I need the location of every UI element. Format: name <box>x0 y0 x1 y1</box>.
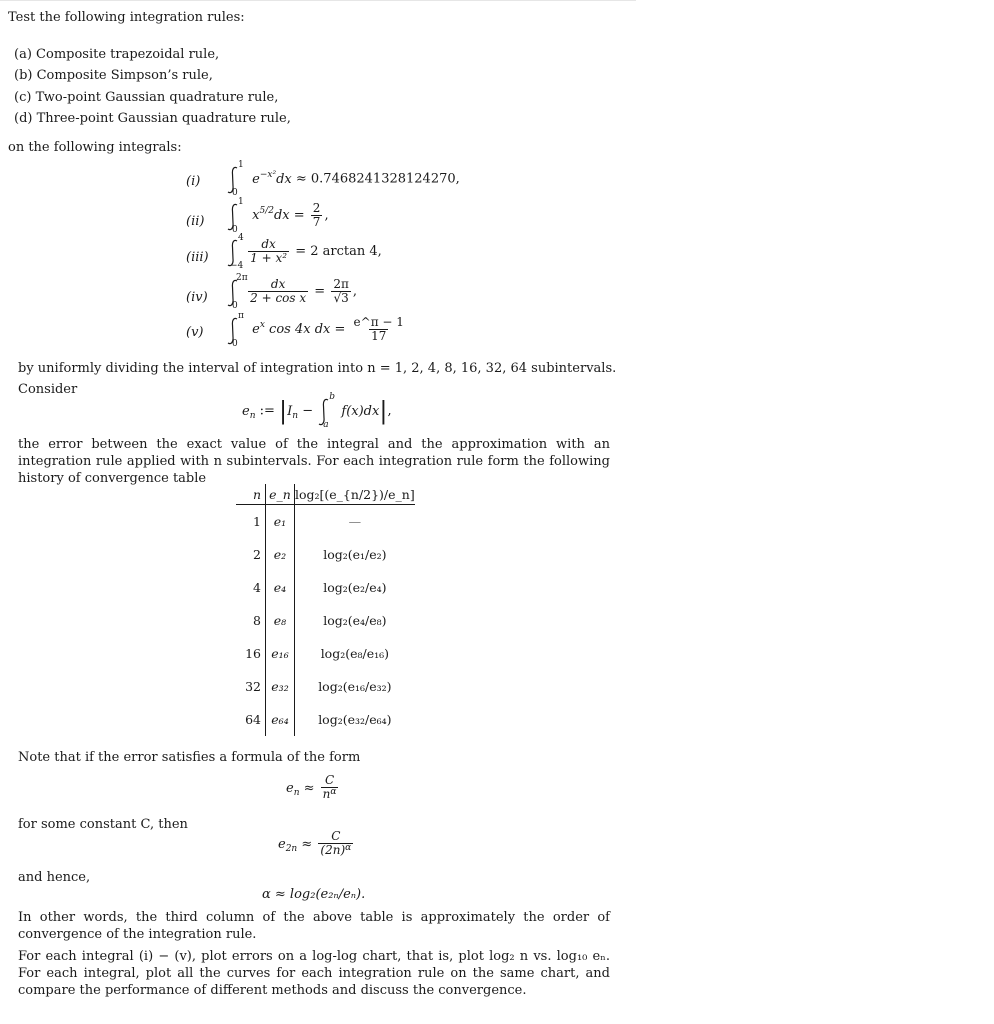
integrand: $x^{5/2}dx$ = <box>252 206 305 223</box>
integral-result: ≈ 0.7468241328124270, <box>295 171 460 187</box>
integral-sign-icon <box>226 232 244 271</box>
cell-e: e₂ <box>266 538 295 571</box>
upper-limit: 1 <box>238 160 244 170</box>
integral-i <box>226 160 460 200</box>
integral-v <box>226 310 408 349</box>
rule-text: Composite trapezoidal rule, <box>36 47 220 62</box>
upper-limit: 1 <box>238 196 244 207</box>
lower-limit: 0 <box>232 224 238 235</box>
integral-ii: 1 0 $x^{5/2}dx$ = $\frac{2}{7}$ , <box>226 202 329 229</box>
column-header: n <box>236 484 266 505</box>
lower-limit: −4 <box>230 260 244 271</box>
cell-n: 2 <box>236 538 266 571</box>
result-fraction: $\frac{2\pi}{√3}$ <box>333 277 349 305</box>
column-header: log₂[(e_{n/2})/e_n] <box>295 484 415 505</box>
table-row <box>236 670 415 703</box>
note-text: Note that if the error satisfies a formula of the form <box>18 750 361 765</box>
cell-log: log₂(e₃₂/e₆₄) <box>318 712 392 727</box>
table-header-row <box>236 484 415 505</box>
table-row <box>236 505 415 539</box>
integral-tag-v: (v) <box>186 325 204 340</box>
for-some-text: for some constant C, then <box>18 817 188 832</box>
error-definition-formula: $e_n$ := $|I_n$ − b a f(x)dx|, <box>242 392 392 430</box>
for-each-paragraph: For each integral (i) − (v), plot errors on a log-log chart, that is, plot log₂ n vs. log₁₀ eₙ. For each integral, plot all the curves for each integration rule on the same chart, and compare the performance of different methods and discuss the convergence. <box>18 949 610 998</box>
cell-log: — <box>348 514 362 529</box>
error-model-formula: $e_n$ ≈ $\frac{C}{n^\alpha}$ <box>286 773 337 801</box>
other-words-paragraph: In other words, the third column of the above table is approximately the order of convergence of the integration rule. <box>18 910 610 942</box>
cell-e: e₈ <box>266 604 295 637</box>
integral-result: = 2 arctan 4, <box>295 244 382 259</box>
result-fraction: $\frac{2}{7}$ <box>312 201 321 229</box>
cell-n: 64 <box>236 703 266 736</box>
rule-item-d <box>14 111 291 126</box>
cell-n: 1 <box>236 505 266 539</box>
result-fraction: $\frac{e\^{}\pi - 1}{17}$ <box>353 315 404 343</box>
rule-item-c <box>14 90 278 105</box>
integral-tag-iii: (iii) <box>186 250 209 265</box>
integrand: $e^x$ cos 4x dx = <box>252 320 346 337</box>
table-row <box>236 703 415 736</box>
integral-sign-icon <box>226 196 244 235</box>
and-hence-text: and hence, <box>18 870 91 885</box>
cell-e: e₃₂ <box>266 670 295 703</box>
cell-n: 16 <box>236 637 266 670</box>
lower-limit: 0 <box>232 300 238 311</box>
integral-sign-icon <box>226 160 244 198</box>
consider-text: Consider <box>18 382 78 397</box>
cell-n: 4 <box>236 571 266 604</box>
rule-text: Three-point Gaussian quadrature rule, <box>36 111 291 126</box>
integral-sign-icon <box>226 272 248 311</box>
rule-text: Composite Simpson’s rule, <box>36 68 213 83</box>
error-paragraph: the error between the exact value of the integral and the approximation with an integration rule applied with n subintervals. For each integration rule form the following history of convergence table <box>18 437 610 486</box>
on-integrals-text: on the following integrals: <box>8 140 182 155</box>
cell-log: log₂(e₂/e₄) <box>323 580 387 595</box>
table-row <box>236 538 415 571</box>
integrand-fraction: $\frac{dx}{\text{1 + x²}}$ <box>250 237 288 265</box>
cell-e: e₆₄ <box>266 703 295 736</box>
lower-limit: 0 <box>232 188 238 198</box>
convergence-table <box>236 484 415 736</box>
error-doubled-formula: $e_{2n}$ ≈ $\frac{C}{(2n)^\alpha}$ <box>278 829 352 857</box>
cell-n: 8 <box>236 604 266 637</box>
table-row <box>236 637 415 670</box>
upper-limit: 2π <box>236 272 248 283</box>
integrand: $e^{-x^2}dx$ <box>252 169 292 187</box>
integral-sign-icon: b a <box>317 398 333 424</box>
cell-n: 32 <box>236 670 266 703</box>
cell-e: e₄ <box>266 571 295 604</box>
cell-log: log₂(e₁/e₂) <box>323 547 387 562</box>
alpha-formula: α ≈ log₂(e₂ₙ/eₙ). <box>262 887 366 902</box>
rule-tag: (c) <box>14 90 32 105</box>
integrand-fraction: $\frac{dx}{\text{2 + cos x}}$ <box>250 277 307 305</box>
rule-tag: (d) <box>14 111 33 126</box>
cell-e: e₁₆ <box>266 637 295 670</box>
upper-limit: π <box>238 310 244 321</box>
rule-tag: (b) <box>14 68 33 83</box>
integral-tag-i: (i) <box>186 174 201 189</box>
table-row <box>236 604 415 637</box>
cell-e: e₁ <box>266 505 295 539</box>
integral-tag-ii: (ii) <box>186 214 205 229</box>
upper-limit: 4 <box>238 232 244 243</box>
rule-text: Two-point Gaussian quadrature rule, <box>35 90 279 105</box>
integral-sign-icon <box>226 310 244 349</box>
integral-tag-iv: (iv) <box>186 290 208 305</box>
table-row <box>236 571 415 604</box>
lower-limit: 0 <box>232 338 238 349</box>
rule-item-b <box>14 68 213 83</box>
top-divider <box>0 0 636 1</box>
cell-log: log₂(e₄/e₈) <box>323 613 387 628</box>
cell-log: log₂(e₁₆/e₃₂) <box>318 679 392 694</box>
column-header: e_n <box>266 484 295 505</box>
rule-tag: (a) <box>14 47 32 62</box>
subdivision-text: by uniformly dividing the interval of integration into n = 1, 2, 4, 8, 16, 32, 64 subintervals. <box>18 361 617 376</box>
integral-iv: 2π 0 $\frac{dx}{\text{2 + cos x}}$ = $\frac{2\pi}{√3}$ , <box>226 278 357 305</box>
integral-iii <box>226 232 382 271</box>
intro-text: Test the following integration rules: <box>8 10 245 25</box>
cell-log: log₂(e₈/e₁₆) <box>320 646 390 661</box>
rule-item-a <box>14 47 219 62</box>
